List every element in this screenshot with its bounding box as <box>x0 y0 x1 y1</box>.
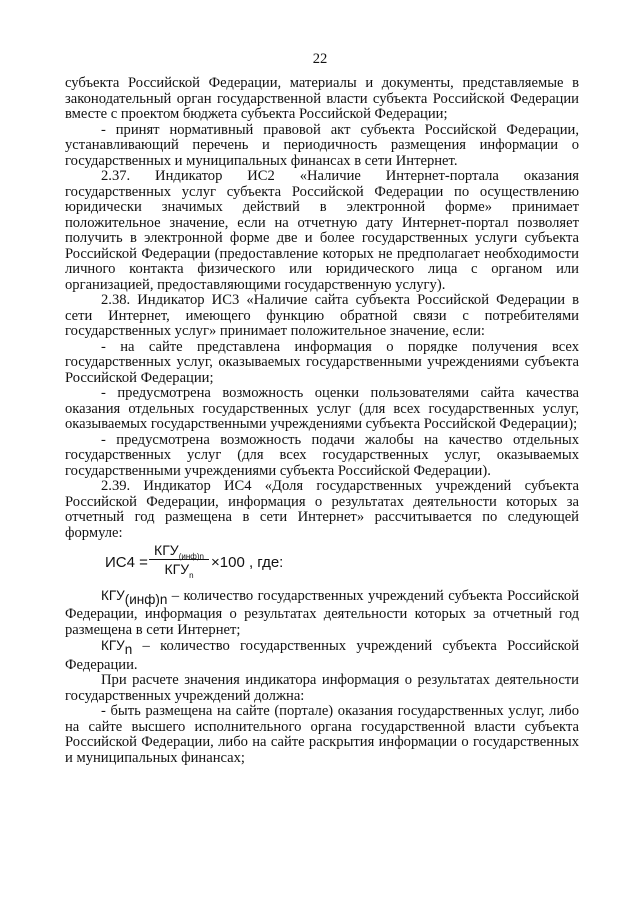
formula-rhs: ×100 , где: <box>211 554 284 571</box>
paragraph-2-39: 2.39. Индикатор ИС4 «Доля государственных учреждений субъекта Российской Федерации, информация о результатах деятельности которых за отчетный год размещена в сети Интернет» рассчитывается по следующей формуле: <box>65 478 579 541</box>
list-item-publication: - быть размещена на сайте (портале) оказания государственных услуг, либо на сайте высшего исполнительного органа государственной власти субъекта Российской Федерации, либо на сайте раскрытия информации о государственных и муниципальных финансах; <box>65 703 579 766</box>
definition-kgu-n: $КГУ_n$ – количество государственных учреждений субъекта Российской Федерации. <box>65 638 579 673</box>
formula-denominator: $КГУ_n$ <box>164 561 194 580</box>
list-item-complaints: - предусмотрена возможность подачи жалобы на качество отдельных государственных услуг (для всех государственных услуг, оказываемых государственными учреждениями субъекта Российской Федерации). <box>65 431 579 479</box>
paragraph-continuation: субъекта Российской Федерации, материалы и документы, представляемые в законодательный орган государственной власти субъекта Российской Федерации вместе с проектом бюджета субъекта Российской Федерации; <box>65 75 579 122</box>
paragraph-2-37: 2.37. Индикатор ИС2 «Наличие Интернет-портала оказания государственных услуг субъекта Российской Федерации по осуществлению юридически значимых действий в электронной форме» принимает положительное значение, если на отчетную дату Интернет-портал позволяет получить в электронной форме две и более государственных услуги субъекта Российской Федерации (предоставление которых не предполагает необходимости личного контакта физического или юридического лица с органом или организацией, предоставляющими государственную услугу). <box>65 168 579 293</box>
list-item-quality-rating: - предусмотрена возможность оценки пользователями сайта качества оказания отдельных государственных услуг (для всех государственных услуг, оказываемых государственными учреждениями субъекта Российской Федерации); <box>65 385 579 432</box>
formula-fraction <box>149 542 209 579</box>
list-item-services-info: - на сайте представлена информация о порядке получения всех государственных услуг, оказываемых государственными учреждениями субъекта Российской Федерации; <box>65 338 579 386</box>
formula-lhs: ИС4 = <box>105 554 148 571</box>
formula-is4 <box>65 542 579 588</box>
formula-numerator: $КГУ_{(инф)n}$ <box>149 542 209 560</box>
page-number: 22 <box>312 51 328 67</box>
paragraph-legal-act: - принят нормативный правовой акт субъекта Российской Федерации, устанавливающий перечень и периодичность размещения информации о государственных и муниципальных финансах в сети Интернет. <box>65 121 579 169</box>
definition-kgu-inf: $КГУ_{(инф)n}$ – количество государственных учреждений субъекта Российской Федерации, информация о результатах деятельности которых за отчетный год размещена в сети Интернет; <box>65 588 579 638</box>
paragraph-calculation-rules: При расчете значения индикатора информация о результатах деятельности государственных учреждений должна: <box>65 672 579 704</box>
document-body <box>65 76 579 766</box>
paragraph-2-38: 2.38. Индикатор ИС3 «Наличие сайта субъекта Российской Федерации в сети Интернет, имеющего функцию обратной связи с потребителями государственных услуг» принимает положительное значение, если: <box>65 292 579 339</box>
